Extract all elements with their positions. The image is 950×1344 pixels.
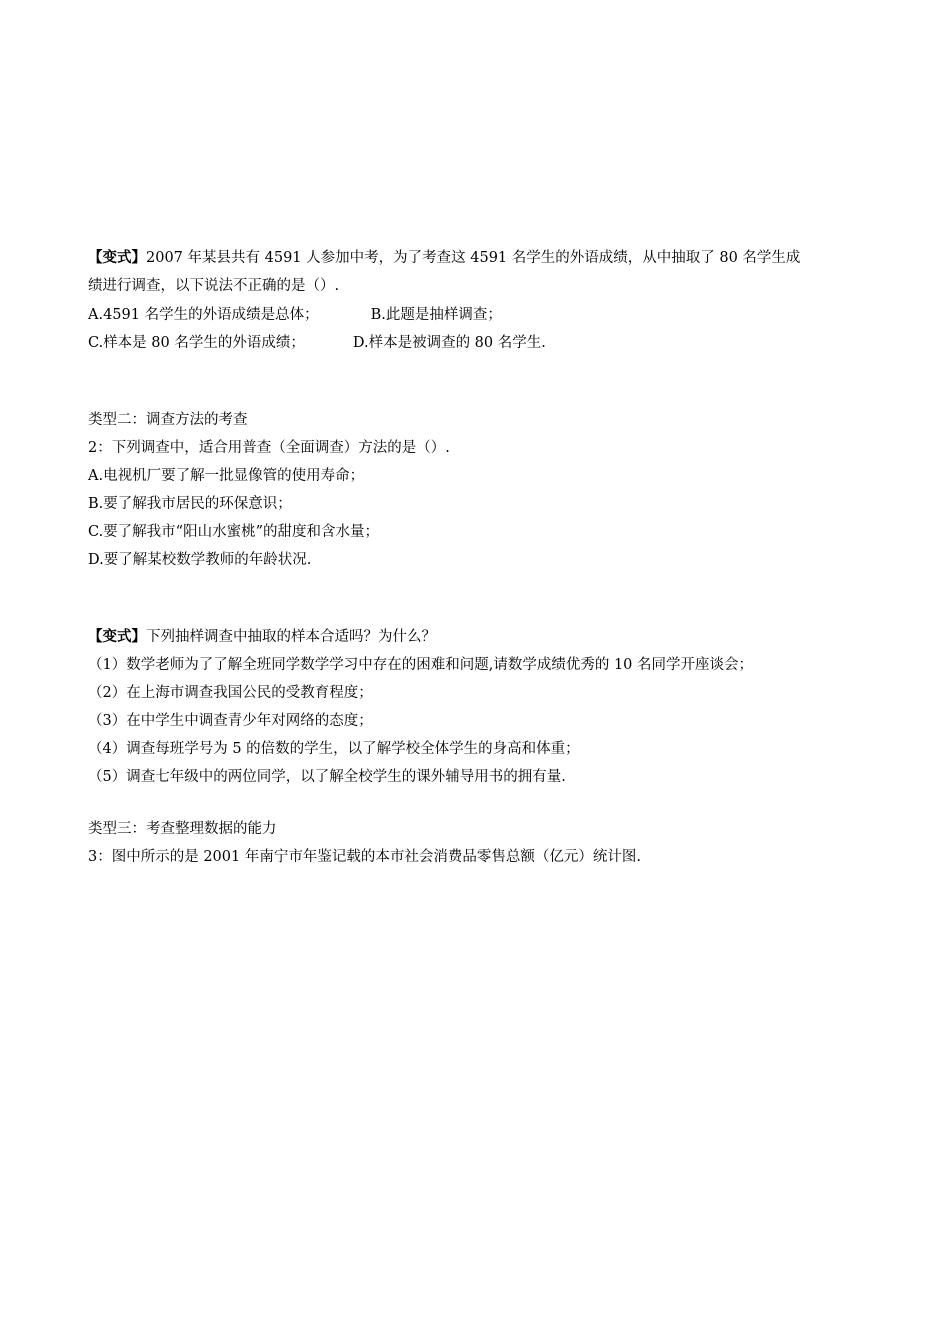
variant2-tag: 【变式】 [88,628,146,645]
type2-heading: 类型二：调查方法的考查 [88,412,248,428]
variant1-options-cd [88,333,546,353]
variant1-line2: 绩进行调查，以下说法不正确的是（）. [88,278,340,294]
variant1-option-d: D.样本是被调查的 80 名学生. [352,335,546,351]
variant1-options-ab [88,305,502,325]
variant2-item-3: （3）在中学生中调查青少年对网络的态度； [88,713,373,729]
type2-option-c: C.要了解我市“阳山水蜜桃”的甜度和含水量； [88,524,380,540]
type2-option-b: B.要了解我市居民的环保意识； [88,496,292,512]
type2-option-d: D.要了解某校数学教师的年龄状况. [88,552,312,568]
type2-option-a: A.电视机厂要了解一批显像管的使用寿命； [88,468,365,484]
type3-heading: 类型三：考查整理数据的能力 [88,821,277,837]
variant2-question-text: 下列抽样调查中抽取的样本合适吗？为什么？ [146,629,436,645]
type3-question: 3：图中所示的是 2001 年南宁市年鉴记载的本市社会消费品零售总额（亿元）统计图. [88,849,641,865]
type2-question: 2：下列调查中，适合用普查（全面调查）方法的是（）. [88,440,450,456]
variant2-item-1: （1）数学老师为了了解全班同学数学学习中存在的困难和问题,请数学成绩优秀的 10 名同学开座谈会； [88,657,753,673]
variant2-item-5: （5）调查七年级中的两位同学，以了解全校学生的课外辅导用书的拥有量. [88,769,566,785]
variant1-question-part1: 2007 年某县共有 4591 人参加中考，为了考查这 4591 名学生的外语成绩，从中抽取了 80 名学生成 [146,250,801,266]
variant2-item-2: （2）在上海市调查我国公民的受教育程度； [88,685,373,701]
variant1-tag: 【变式】 [88,249,146,266]
variant2-question [88,627,436,647]
variant1-option-b: B.此题是抽样调查； [370,307,502,323]
variant1-line1 [88,248,800,268]
variant2-item-4: （4）调查每班学号为 5 的倍数的学生，以了解学校全体学生的身高和体重； [88,741,580,757]
variant1-option-c: C.样本是 80 名学生的外语成绩； [88,335,305,351]
variant1-option-a: A.4591 名学生的外语成绩是总体； [88,307,319,323]
